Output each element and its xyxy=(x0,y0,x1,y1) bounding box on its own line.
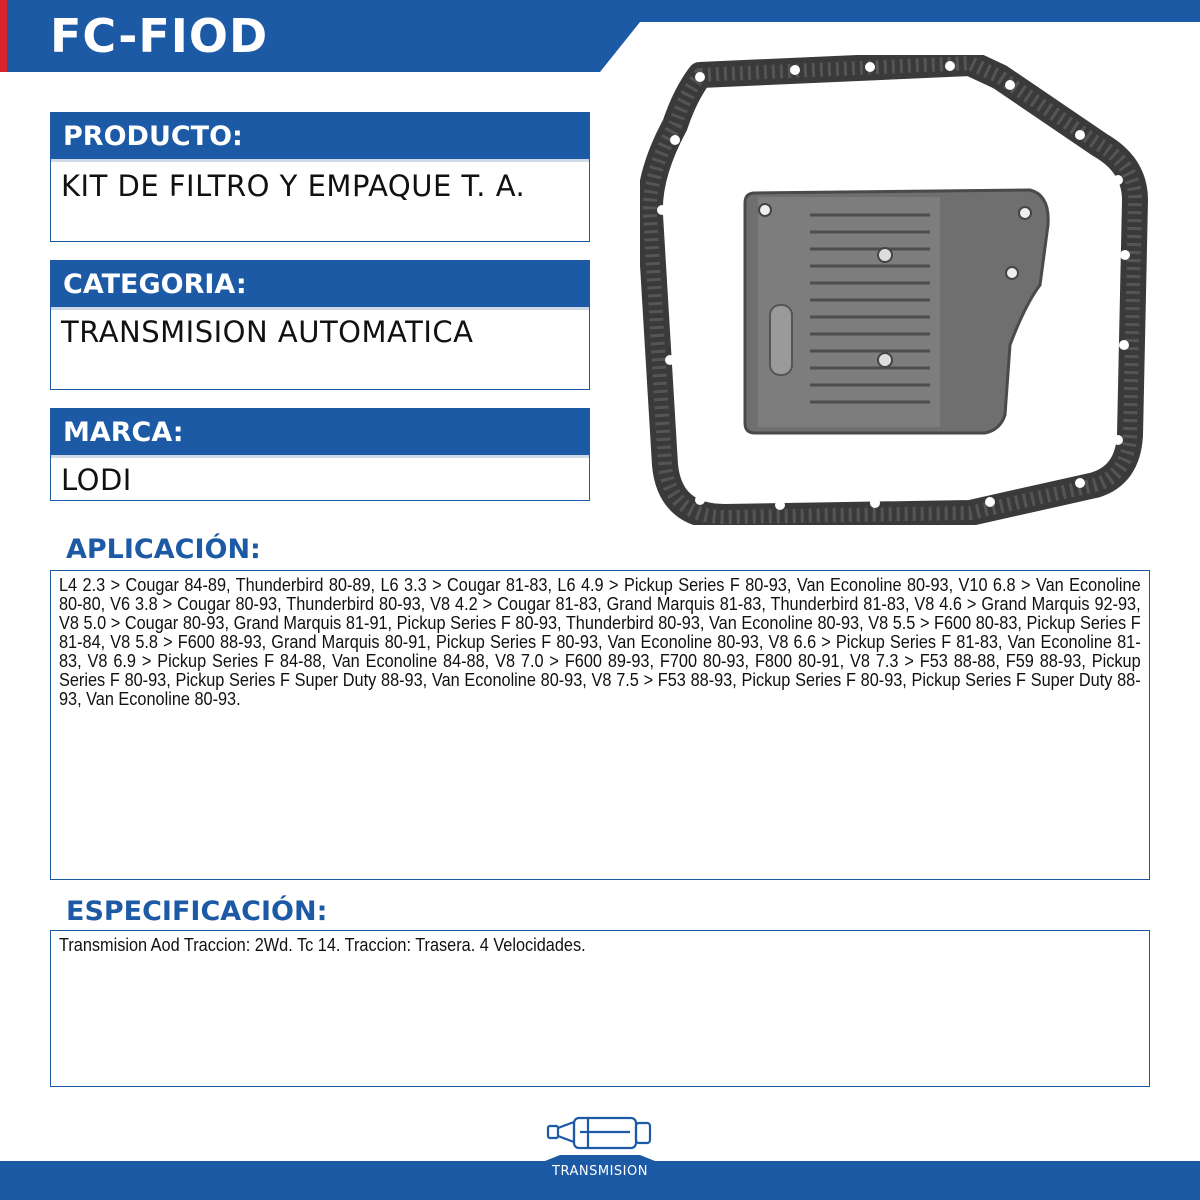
categoria-label: CATEGORIA: xyxy=(51,261,589,307)
especificacion-title: ESPECIFICACIÓN: xyxy=(66,896,328,927)
aplicacion-title: APLICACIÓN: xyxy=(66,534,261,565)
product-code-title: FC-FIOD xyxy=(50,9,269,63)
footer-category-label: TRANSMISION xyxy=(552,1164,648,1179)
producto-label: PRODUCTO: xyxy=(51,113,589,159)
categoria-value: TRANSMISION AUTOMATICA xyxy=(61,315,474,349)
transmission-icon xyxy=(540,1108,660,1158)
marca-label: MARCA: xyxy=(51,409,589,455)
categoria-box xyxy=(50,260,590,390)
producto-value: KIT DE FILTRO Y EMPAQUE T. A. xyxy=(61,169,526,203)
aplicacion-text: L4 2.3 > Cougar 84-89, Thunderbird 80-89, L6 3.3 > Cougar 81-83, L6 4.9 > Pickup Series F 80-93, Van Econoline 80-93, V10 6.8 > Van Econoline 80-80, V6 3.8 > Cougar 80-93, Thunderbird 80-93, V8 4.2 > Cougar 81-83, Grand Marquis 81-83, Thunderbird 81-83, V8 4.6 > Grand Marquis 92-93, V8 5.0 > Cougar 80-93, Grand Marquis 81-91, Pickup Series F 80-93, Thunderbird 80-93, Van Econoline 80-93, V8 5.5 > F600 80-83, Pickup Series F 81-84, V8 5.8 > F600 88-93, Grand Marquis 80-91, Pickup Series F 80-93, Van Econoline 80-93, V8 6.6 > Pickup Series F 81-83, Van Econoline 81-83, V8 6.9 > Pickup Series F 84-88, Van Econoline 84-88, V8 7.0 > F600 89-93, F700 80-93, F800 80-91, V8 7.3 > F53 88-88, F59 88-93, Pickup Series F 80-93, Pickup Series F Super Duty 88-93, Van Econoline 80-93, V8 7.5 > F53 88-93, Pickup Series F 80-93, Pickup Series F Super Duty 88-93, Van Econoline 80-93. xyxy=(59,574,1141,709)
aplicacion-panel xyxy=(50,570,1150,880)
marca-box xyxy=(50,408,590,501)
marca-value: LODI xyxy=(61,463,132,497)
especificacion-panel xyxy=(50,930,1150,1087)
product-photo xyxy=(640,55,1160,525)
producto-box xyxy=(50,112,590,242)
especificacion-text: Transmision Aod Traccion: 2Wd. Tc 14. Traccion: Trasera. 4 Velocidades. xyxy=(59,934,586,955)
